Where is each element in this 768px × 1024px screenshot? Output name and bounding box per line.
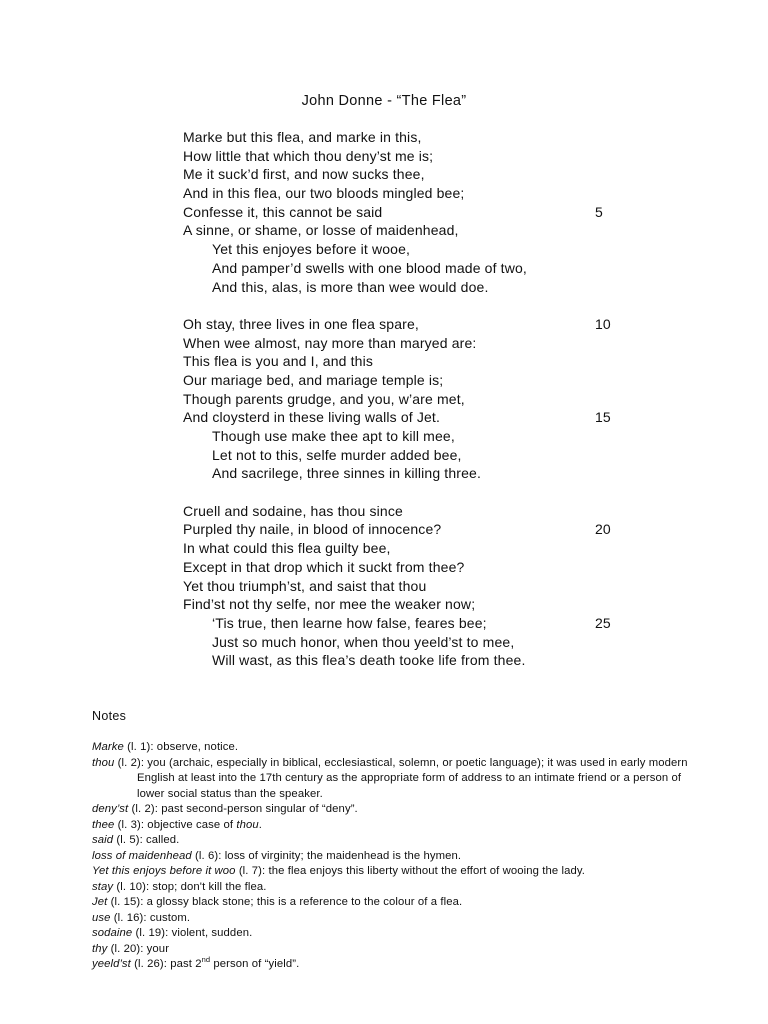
poem-line bbox=[183, 427, 623, 446]
line-text: Let not to this, selfe murder added bee, bbox=[212, 446, 462, 463]
note-term: said bbox=[92, 834, 114, 846]
poem-line bbox=[183, 165, 623, 184]
poem-line bbox=[183, 221, 623, 240]
poem-body bbox=[183, 128, 623, 689]
note-item bbox=[92, 740, 692, 756]
note-term: use bbox=[92, 911, 111, 924]
poem-line bbox=[183, 315, 623, 334]
note-ref: (l. 15) bbox=[107, 896, 141, 908]
line-number: 15 bbox=[595, 409, 611, 426]
note-definition: : a glossy black stone; this is a reference to the colour of a flea. bbox=[140, 896, 463, 908]
note-definition: : you (archaic, especially in biblical, ecclesiastical, solemn, or poetic language); it was used in early modern English at least into the 17th century as the appropriate form of address to an intimate friend or a person of lower social status than the speaker. bbox=[137, 756, 688, 800]
note-definition: : loss of virginity; the maidenhead is the hymen. bbox=[218, 849, 462, 862]
note-definition: : called. bbox=[139, 834, 180, 846]
line-text: In what could this flea guilty bee, bbox=[183, 540, 391, 557]
note-definition: : past second-person singular of “deny”. bbox=[154, 803, 358, 815]
line-number: 5 bbox=[595, 203, 603, 220]
line-number: 20 bbox=[595, 521, 611, 538]
note-ref: (l. 16) bbox=[110, 911, 144, 924]
poem-line bbox=[183, 558, 623, 577]
note-term: stay bbox=[92, 880, 114, 893]
note-definition: : observe, notice. bbox=[150, 741, 239, 753]
poem-line bbox=[183, 184, 623, 203]
note-ref: (l. 2) bbox=[114, 756, 141, 769]
notes-heading: Notes bbox=[92, 709, 127, 723]
line-text: Though use make thee apt to kill mee, bbox=[212, 428, 455, 444]
line-text: Marke but this flea, and marke in this, bbox=[183, 129, 422, 145]
note-definition: : custom. bbox=[143, 911, 191, 924]
poem-line bbox=[183, 614, 623, 633]
note-item bbox=[92, 895, 692, 911]
note-ref: (l. 5) bbox=[113, 834, 140, 846]
line-text: And sacrilege, three sinnes in killing three. bbox=[212, 465, 482, 482]
note-item bbox=[92, 818, 692, 834]
note-item bbox=[92, 849, 692, 865]
note-term: thou bbox=[92, 756, 115, 769]
line-text: Yet this enjoyes before it wooe, bbox=[212, 241, 411, 258]
note-item bbox=[92, 864, 692, 880]
note-item bbox=[92, 942, 692, 958]
line-text: This flea is you and I, and this bbox=[183, 353, 374, 370]
poem-line bbox=[183, 502, 623, 521]
poem-line bbox=[183, 259, 623, 278]
poem-line bbox=[183, 595, 623, 614]
line-text: Purpled thy naile, in blood of innocence? bbox=[183, 521, 442, 538]
note-definition: : violent, sudden. bbox=[165, 927, 253, 939]
note-term: yeeld’st bbox=[92, 958, 131, 970]
note-ref: (l. 10) bbox=[113, 880, 146, 893]
note-item bbox=[92, 911, 692, 927]
line-text: Yet thou triumph’st, and saist that thou bbox=[183, 577, 427, 594]
line-text: Cruell and sodaine, has thou since bbox=[183, 502, 403, 519]
note-definition: : stop; don't kill the flea. bbox=[145, 880, 267, 893]
line-text: Will wast, as this flea’s death tooke life from thee. bbox=[212, 652, 526, 669]
note-ref: (l. 6) bbox=[191, 849, 219, 862]
note-item bbox=[92, 833, 692, 849]
note-definition: : past 2 bbox=[163, 958, 202, 970]
poem-line bbox=[183, 390, 623, 409]
note-item bbox=[92, 880, 692, 896]
note-term: deny’st bbox=[92, 803, 129, 815]
note-item bbox=[92, 957, 692, 973]
poem-line bbox=[183, 520, 623, 539]
note-term: sodaine bbox=[92, 927, 133, 939]
note-term: loss of maidenhead bbox=[92, 849, 192, 862]
line-text: ‘Tis true, then learne how false, feares bee; bbox=[212, 614, 487, 631]
note-item bbox=[92, 926, 692, 942]
poem-line bbox=[183, 539, 623, 558]
line-text: And this, alas, is more than wee would doe. bbox=[212, 278, 489, 295]
line-text: Except in that drop which it suckt from thee? bbox=[183, 558, 465, 575]
line-text: And in this flea, our two bloods mingled bee; bbox=[183, 185, 465, 202]
poem-line bbox=[183, 464, 623, 483]
stanza-3 bbox=[183, 502, 623, 670]
note-ref: (l. 1) bbox=[123, 741, 151, 753]
line-text: And cloysterd in these living walls of Jet. bbox=[183, 409, 441, 426]
poem-line bbox=[183, 408, 623, 427]
line-text: When wee almost, nay more than maryed are: bbox=[183, 334, 477, 351]
poem-line bbox=[183, 577, 623, 596]
line-text: Though parents grudge, and you, w’are met, bbox=[183, 390, 465, 407]
line-text: Find’st not thy selfe, nor mee the weaker now; bbox=[183, 596, 476, 613]
line-text: A sinne, or shame, or losse of maidenhead, bbox=[183, 222, 459, 239]
poem-line bbox=[183, 147, 623, 166]
poem-line bbox=[183, 651, 623, 670]
note-ref: (l. 7) bbox=[235, 865, 263, 877]
poem-line bbox=[183, 203, 623, 222]
line-text: Just so much honor, when thou yeeld’st to mee, bbox=[212, 633, 515, 650]
line-number: 25 bbox=[595, 614, 611, 631]
line-text: Me it suck’d first, and now sucks thee, bbox=[183, 166, 425, 183]
poem-line bbox=[183, 128, 623, 147]
note-definition-italic: thou bbox=[236, 818, 259, 831]
line-text: Confesse it, this cannot be said bbox=[183, 203, 383, 220]
note-definition: : the flea enjoys this liberty without the effort of wooing the lady. bbox=[262, 865, 585, 877]
poem-line bbox=[183, 371, 623, 390]
note-ref: (l. 20) bbox=[107, 942, 141, 955]
note-term: thee bbox=[92, 818, 115, 831]
line-text: How little that which thou deny’st me is; bbox=[183, 147, 434, 164]
note-ref: (l. 3) bbox=[114, 818, 141, 831]
note-item bbox=[92, 756, 692, 803]
line-text: Oh stay, three lives in one flea spare, bbox=[183, 315, 419, 332]
note-item bbox=[92, 802, 692, 818]
note-ref: (l. 2) bbox=[128, 803, 155, 815]
stanza-1 bbox=[183, 128, 623, 296]
note-term: Jet bbox=[92, 896, 108, 908]
poem-line bbox=[183, 278, 623, 297]
line-number: 10 bbox=[595, 315, 611, 332]
note-ref: (l. 26) bbox=[130, 958, 164, 970]
note-term: Yet this enjoys before it woo bbox=[92, 865, 236, 877]
stanza-2 bbox=[183, 315, 623, 483]
note-ref: (l. 19) bbox=[132, 927, 166, 939]
note-term: thy bbox=[92, 942, 108, 955]
poem-title: John Donne - “The Flea” bbox=[301, 93, 467, 109]
poem-line bbox=[183, 446, 623, 465]
poem-line bbox=[183, 633, 623, 652]
note-definition-end: . bbox=[258, 818, 263, 831]
note-superscript: nd bbox=[201, 955, 211, 965]
line-text: Our mariage bed, and mariage temple is; bbox=[183, 371, 444, 388]
notes-list bbox=[92, 740, 692, 973]
line-text: And pamper’d swells with one blood made of two, bbox=[212, 259, 527, 276]
poem-line bbox=[183, 240, 623, 259]
note-definition-end: person of “yield”. bbox=[210, 958, 300, 970]
note-definition: : objective case of bbox=[140, 818, 237, 831]
poem-line bbox=[183, 352, 623, 371]
poem-line bbox=[183, 334, 623, 353]
note-definition: : your bbox=[140, 942, 170, 955]
note-term: Marke bbox=[92, 741, 124, 753]
